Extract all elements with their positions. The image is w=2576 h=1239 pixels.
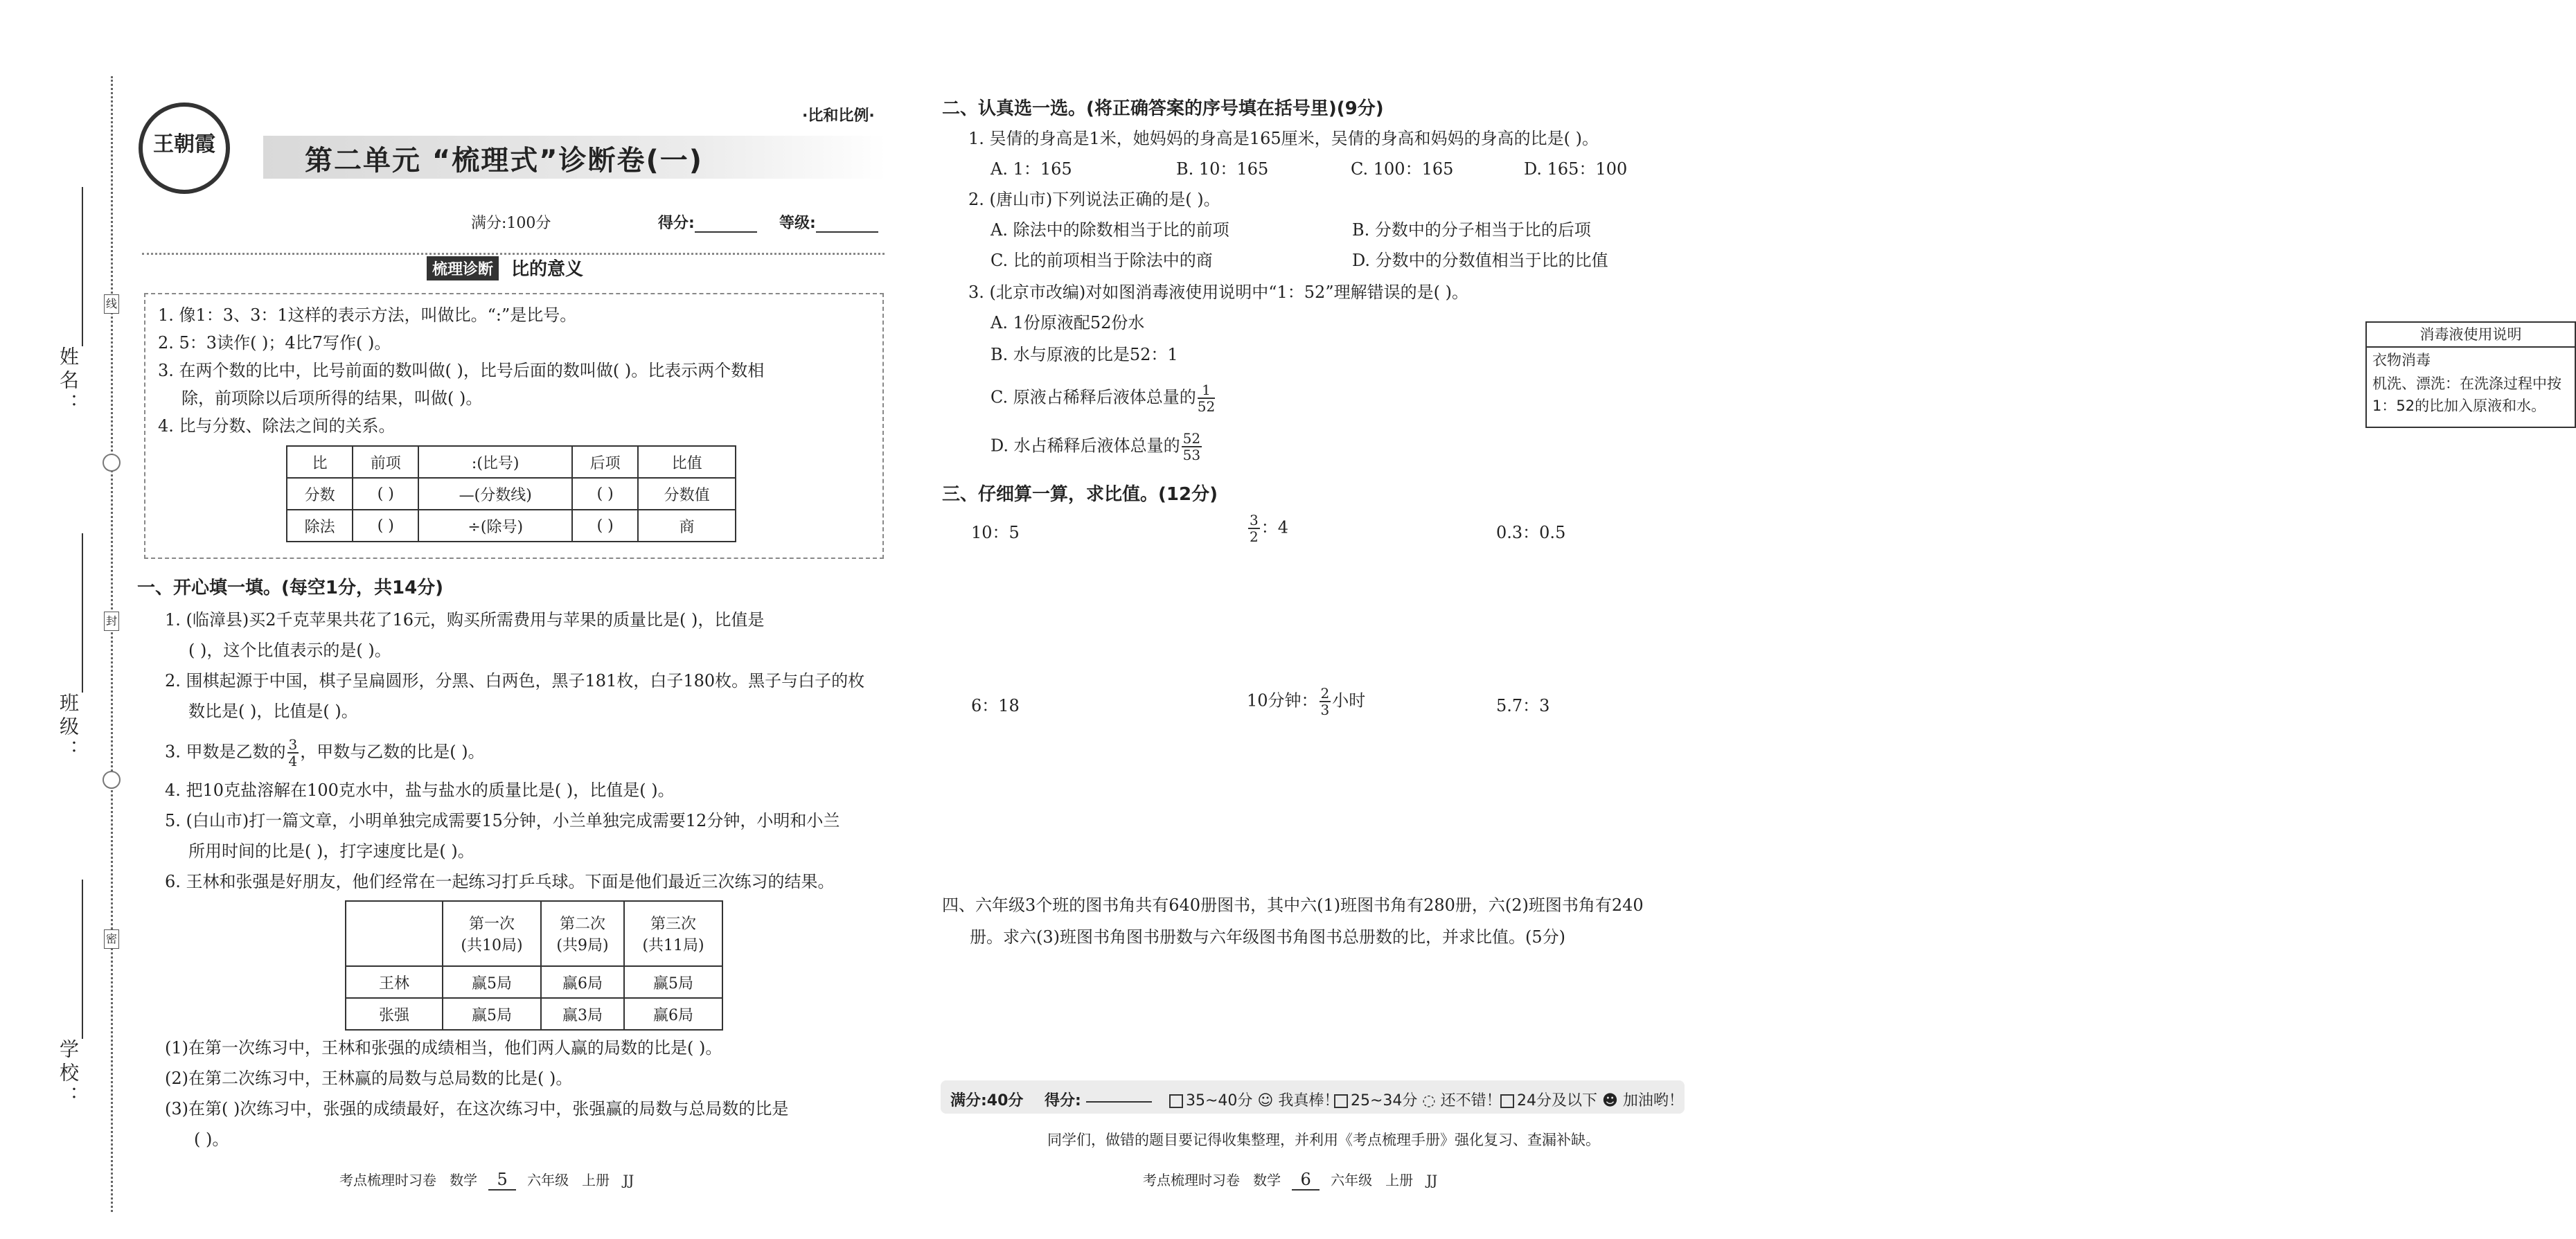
question-line: 数比是( )，比值是( )。 xyxy=(188,702,358,721)
sub-question: (1)在第一次练习中，王林和张强的成绩相当，他们两人赢的局数的比是( )。 xyxy=(165,1038,722,1058)
rating-range: 24分及以下 xyxy=(1517,1092,1597,1109)
seal-mark: 封 xyxy=(104,612,119,631)
notice-title: 消毒液使用说明 xyxy=(2367,323,2575,348)
calc-text: ：4 xyxy=(1261,517,1289,537)
option[interactable]: A. 1：165 xyxy=(991,159,1072,179)
checkbox-icon xyxy=(1169,1094,1183,1108)
table-header: 比 xyxy=(287,446,353,478)
section2-heading: 二、认真选一选。(将正确答案的序号填在括号里)(9分) xyxy=(942,98,1384,119)
section4-line: 四、六年级3个班的图书角共有640册图书，其中六(1)班图书角有280册，六(2)班图书角有240 xyxy=(942,895,1644,915)
question-line: 3. (北京市改编)对如图消毒液使用说明中“1：52”理解错误的是( )。 xyxy=(968,283,1468,302)
question-line: 2. (唐山市)下列说法正确的是( )。 xyxy=(968,190,1220,209)
option-text: C. 原液占稀释后液体总量的 xyxy=(991,387,1196,407)
question-line: 4. 把10克盐溶解在100克水中，盐与盐水的质量比是( )，比值是( )。 xyxy=(165,781,675,800)
school-field[interactable] xyxy=(82,880,83,1039)
binding-line xyxy=(111,76,113,1212)
scorebar-score: 得分: xyxy=(1045,1092,1081,1109)
option[interactable]: B. 分数中的分子相当于比的后项 xyxy=(1352,220,1591,240)
full-score: 满分:100分 xyxy=(471,215,551,232)
name-field[interactable] xyxy=(82,187,83,346)
rating-option[interactable]: 24分及以下 ☻ 加油哟！ xyxy=(1500,1089,1684,1110)
notice-box xyxy=(2365,321,2576,428)
fraction xyxy=(1320,686,1331,717)
question-line: ( )，这个比值表示的是( )。 xyxy=(188,641,391,660)
scorebar-full: 满分:40分 xyxy=(950,1092,1024,1109)
fraction-denominator: 3 xyxy=(1320,702,1330,718)
page-footer xyxy=(339,1169,634,1191)
table-header: 后项 xyxy=(572,446,638,478)
fraction-numerator: 52 xyxy=(1182,430,1201,447)
page-number: 5 xyxy=(488,1170,515,1191)
calc-item xyxy=(1247,686,1365,717)
table-header: 第二次 (共9局) xyxy=(541,901,624,966)
footer-term: 上册 xyxy=(1385,1172,1414,1188)
table-cell: 王林 xyxy=(346,966,443,998)
question-line: 所用时间的比是( )，打字速度比是( )。 xyxy=(188,841,474,861)
binding-hole-icon xyxy=(103,454,121,472)
checkbox-icon xyxy=(1500,1094,1514,1108)
table-cell: 赢5局 xyxy=(443,966,541,998)
table-cell: 赢5局 xyxy=(443,998,541,1030)
table-cell: —(分数线) xyxy=(418,478,572,510)
calc-text: 小时 xyxy=(1332,690,1366,711)
table-cell: 商 xyxy=(638,510,736,542)
option[interactable]: C. 比的前项相当于除法中的商 xyxy=(991,251,1213,270)
table-header: :(比号) xyxy=(418,446,572,478)
rating-text: 我真棒！ xyxy=(1278,1092,1340,1109)
option[interactable]: A. 1份原液配52份水 xyxy=(991,313,1145,332)
right-page xyxy=(921,0,2561,1239)
calc-item: 0.3：0.5 xyxy=(1496,523,1566,542)
rating-option[interactable]: 35~40分 ☺ 我真棒！ xyxy=(1169,1089,1339,1110)
footer-grade: 六年级 xyxy=(527,1172,569,1188)
table-cell: 张强 xyxy=(346,998,443,1030)
fraction-denominator: 52 xyxy=(1197,398,1216,415)
option[interactable]: B. 水与原液的比是52：1 xyxy=(991,345,1178,364)
option-text: D. 水占稀释后液体总量的 xyxy=(991,436,1180,456)
notice-line: 机洗、漂洗：在洗涤过程中按 xyxy=(2372,375,2561,392)
name-label: 姓名： xyxy=(57,346,80,417)
left-page xyxy=(0,0,900,1239)
question-line: 3. 甲数是乙数的 xyxy=(165,742,286,762)
review-item: 3. 在两个数的比中，比号前面的数叫做( )，比号后面的数叫做( )。比表示两个数相 xyxy=(158,361,765,380)
table-cell: 赢3局 xyxy=(541,998,624,1030)
score-bar xyxy=(941,1080,1685,1114)
footer-edition: JJ xyxy=(1426,1172,1438,1188)
grade-field[interactable] xyxy=(816,217,878,233)
fraction-denominator: 53 xyxy=(1182,447,1201,463)
question-line: 1. (临漳县)买2千克苹果共花了16元，购买所需费用与苹果的质量比是( )，比值是 xyxy=(165,610,765,630)
checkbox-icon xyxy=(1334,1094,1348,1108)
section3-heading: 三、仔细算一算，求比值。(12分) xyxy=(942,484,1218,505)
footer-subject: 数学 xyxy=(450,1172,478,1188)
page-number: 6 xyxy=(1292,1170,1319,1191)
review-item: 4. 比与分数、除法之间的关系。 xyxy=(158,416,396,436)
footer-book: 考点梳理时习卷 xyxy=(1143,1172,1240,1188)
sub-question: (2)在第二次练习中，王林赢的局数与总局数的比是( )。 xyxy=(165,1069,573,1088)
rating-option[interactable]: 25~34分 ◌ 还不错！ xyxy=(1334,1089,1502,1110)
footer-subject: 数学 xyxy=(1253,1172,1281,1188)
table-cell[interactable]: ( ) xyxy=(353,510,418,542)
footer-book: 考点梳理时习卷 xyxy=(339,1172,436,1188)
score-label: 得分: xyxy=(658,215,695,232)
fraction-numerator: 1 xyxy=(1198,382,1215,399)
table-cell: ÷(除号) xyxy=(418,510,572,542)
school-label: 学校： xyxy=(57,1039,80,1109)
option[interactable] xyxy=(991,382,1216,414)
fraction-numerator: 3 xyxy=(1250,512,1259,528)
calc-item: 6：18 xyxy=(971,696,1020,715)
rating-range: 25~34分 xyxy=(1351,1092,1418,1109)
score-field[interactable] xyxy=(695,217,757,233)
calc-item: 10：5 xyxy=(971,523,1020,542)
review-item: 2. 5：3读作( )；4比7写作( )。 xyxy=(158,333,391,353)
unit-tag: ·比和比例· xyxy=(802,107,875,125)
relation-table xyxy=(286,445,736,542)
fraction-denominator: 2 xyxy=(1250,528,1259,545)
option[interactable]: C. 100：165 xyxy=(1351,159,1454,179)
table-header: 第三次 (共11局) xyxy=(624,901,722,966)
logo: 王朝霞 xyxy=(139,102,230,194)
table-cell: 分数值 xyxy=(638,478,736,510)
table-cell[interactable]: ( ) xyxy=(353,478,418,510)
page-footer xyxy=(1143,1169,1437,1191)
table-cell[interactable]: ( ) xyxy=(572,510,638,542)
calc-text: 10分钟： xyxy=(1247,690,1318,711)
section4-line: 册。求六(3)班图书角图书册数与六年级图书角图书总册数的比，并求比值。(5分) xyxy=(970,927,1565,947)
fraction xyxy=(1248,512,1260,544)
notice-line: 1：52的比加入原液和水。 xyxy=(2372,398,2546,414)
sub-question: (3)在第( )次练习中，张强的成绩最好，在这次练习中，张强赢的局数与总局数的比是 xyxy=(165,1099,789,1118)
section1-heading: 一、开心填一填。(每空1分，共14分) xyxy=(137,578,444,598)
option[interactable]: D. 分数中的分数值相当于比的比值 xyxy=(1352,251,1608,270)
scorebar-score-field[interactable] xyxy=(1086,1101,1152,1103)
table-cell: 赢6局 xyxy=(624,998,722,1030)
fraction-numerator: 2 xyxy=(1320,685,1330,702)
footer-term: 上册 xyxy=(582,1172,610,1188)
footer-edition: JJ xyxy=(623,1172,634,1188)
notice-line: 衣物消毒 xyxy=(2372,352,2431,368)
grade-label: 等级: xyxy=(779,215,816,232)
table-header: 前项 xyxy=(353,446,418,478)
review-title: 比的意义 xyxy=(511,259,584,280)
sub-question: ( )。 xyxy=(194,1130,229,1149)
binding-hole-icon xyxy=(103,771,121,789)
table-cell: 赢5局 xyxy=(624,966,722,998)
fraction-denominator: 4 xyxy=(288,753,298,769)
fraction xyxy=(1182,431,1202,463)
question-line: 1. 吴倩的身高是1米，她妈妈的身高是165厘米，吴倩的身高和妈妈的身高的比是( )。 xyxy=(968,129,1599,148)
seal-mark: 密 xyxy=(104,929,119,949)
question-line: 2. 围棋起源于中国，棋子呈扁圆形，分黑、白两色，黑子181枚，白子180枚。黑子与白子的枚 xyxy=(165,671,865,690)
table-cell: 分数 xyxy=(287,478,353,510)
fraction xyxy=(287,737,299,769)
review-item: 除，前项除以后项所得的结果，叫做( )。 xyxy=(181,389,483,408)
rating-text: 加油哟！ xyxy=(1622,1092,1684,1109)
page-title: 第二单元 “梳理式”诊断卷(一) xyxy=(305,145,704,177)
option[interactable]: D. 165：100 xyxy=(1524,159,1628,179)
table-cell: 除法 xyxy=(287,510,353,542)
rating-text: 还不错！ xyxy=(1440,1092,1502,1109)
rating-range: 35~40分 xyxy=(1186,1092,1253,1109)
reminder-text: 同学们，做错的题目要记得收集整理，并利用《考点梳理手册》强化复习、查漏补缺。 xyxy=(1047,1132,1600,1148)
table-cell: 赢6局 xyxy=(541,966,624,998)
footer-grade: 六年级 xyxy=(1331,1172,1373,1188)
table-header: 比值 xyxy=(638,446,736,478)
match-table xyxy=(345,900,723,1031)
fraction xyxy=(1198,382,1215,414)
question-line: ，甲数与乙数的比是( )。 xyxy=(300,742,485,762)
class-field[interactable] xyxy=(82,533,83,693)
calc-item: 5.7：3 xyxy=(1496,696,1550,715)
question-line: 6. 王林和张强是好朋友，他们经常在一起练习打乒乓球。下面是他们最近三次练习的结果。 xyxy=(165,872,835,891)
fraction-numerator: 3 xyxy=(288,736,298,753)
question-line: 5. (白山市)打一篇文章，小明单独完成需要15分钟，小兰单独完成需要12分钟，小明和小兰 xyxy=(165,811,840,830)
calc-item xyxy=(1247,512,1288,544)
option[interactable]: B. 10：165 xyxy=(1176,159,1269,179)
table-header: 第一次 (共10局) xyxy=(443,901,541,966)
review-item: 1. 像1：3、3：1这样的表示方法，叫做比。“:”是比号。 xyxy=(158,305,577,325)
option[interactable]: A. 除法中的除数相当于比的前项 xyxy=(991,220,1229,240)
review-label: 梳理诊断 xyxy=(427,256,499,280)
option[interactable] xyxy=(991,431,1203,463)
seal-mark: 线 xyxy=(104,294,119,314)
class-label: 班级： xyxy=(57,693,80,763)
table-cell[interactable]: ( ) xyxy=(572,478,638,510)
